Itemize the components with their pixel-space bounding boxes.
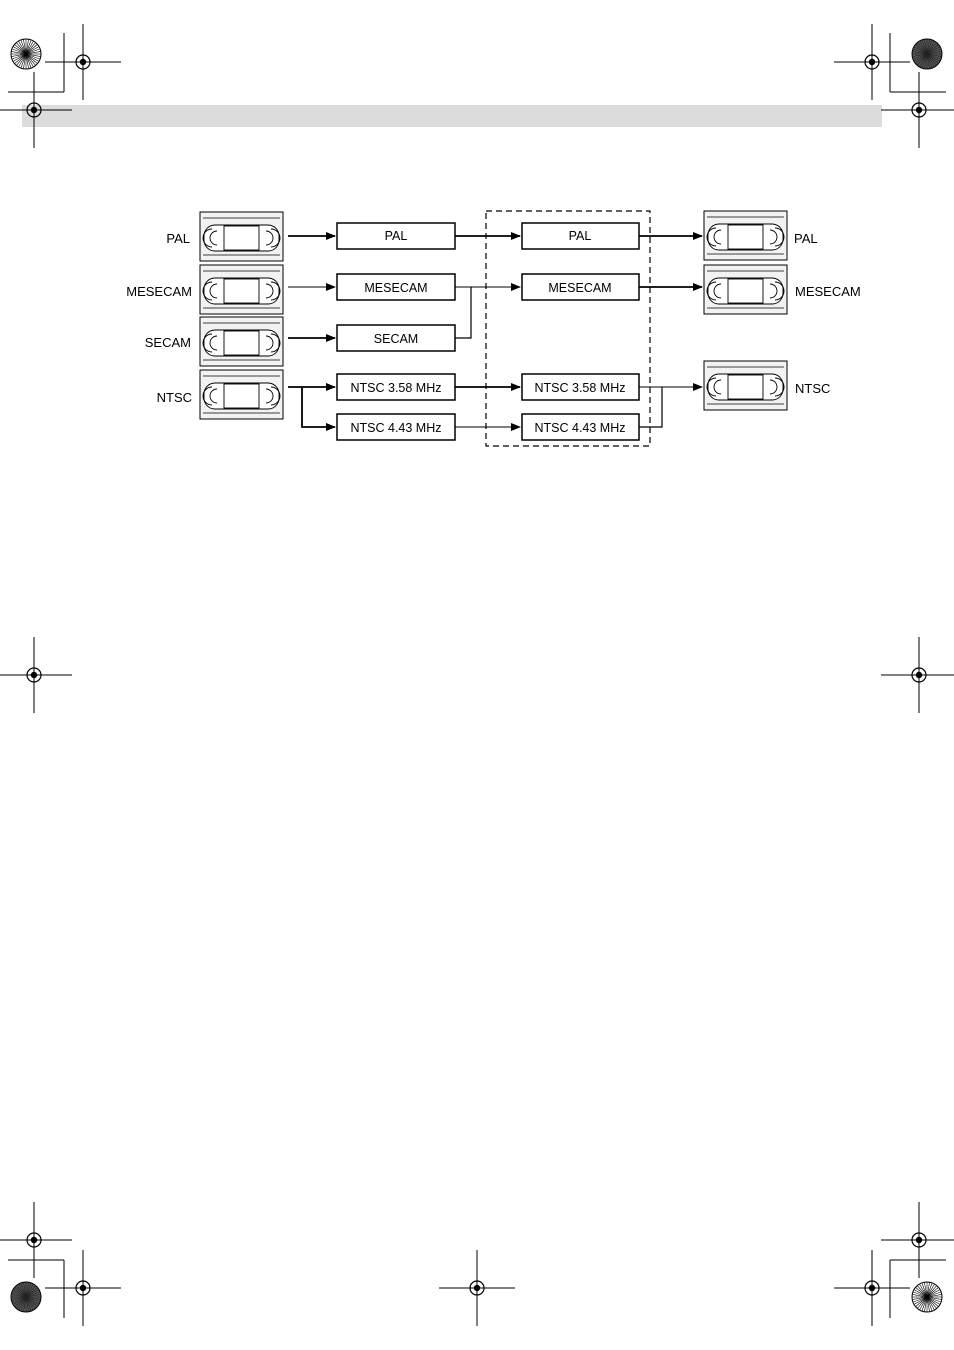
output-label-pal: PAL [794, 231, 818, 246]
output-label-mesecam: MESECAM [795, 284, 861, 299]
source-label-mesecam: MESECAM [126, 284, 192, 299]
arrow-ntsc-source-to-ntsc443 [302, 387, 335, 427]
output-cassette-pal-icon [704, 211, 787, 260]
source-cassette-pal-icon [200, 212, 283, 261]
source-label-ntsc: NTSC [156, 390, 192, 405]
arrow-secam-recorded-to-mesecam-playback [455, 287, 471, 338]
output-label-ntsc: NTSC [795, 381, 831, 396]
playback-label-mesecam: MESECAM [548, 281, 612, 295]
playback-label-pal: PAL [568, 229, 592, 243]
source-cassette-ntsc-icon [200, 370, 283, 419]
playback-label-ntsc358: NTSC 3.58 MHz [534, 381, 626, 395]
output-cassette-mesecam-icon [704, 265, 787, 314]
source-label-pal: PAL [166, 231, 190, 246]
output-cassette-ntsc-icon [704, 361, 787, 410]
playback-label-ntsc443: NTSC 4.43 MHz [534, 421, 626, 435]
source-label-secam: SECAM [144, 335, 191, 350]
source-cassette-secam-icon [200, 317, 283, 366]
source-cassette-mesecam-icon [200, 265, 283, 314]
recorded-label-mesecam: MESECAM [364, 281, 428, 295]
recorded-label-ntsc443: NTSC 4.43 MHz [350, 421, 442, 435]
recorded-label-secam: SECAM [373, 332, 419, 346]
recorded-label-ntsc358: NTSC 3.58 MHz [350, 381, 442, 395]
recorded-label-pal: PAL [384, 229, 408, 243]
